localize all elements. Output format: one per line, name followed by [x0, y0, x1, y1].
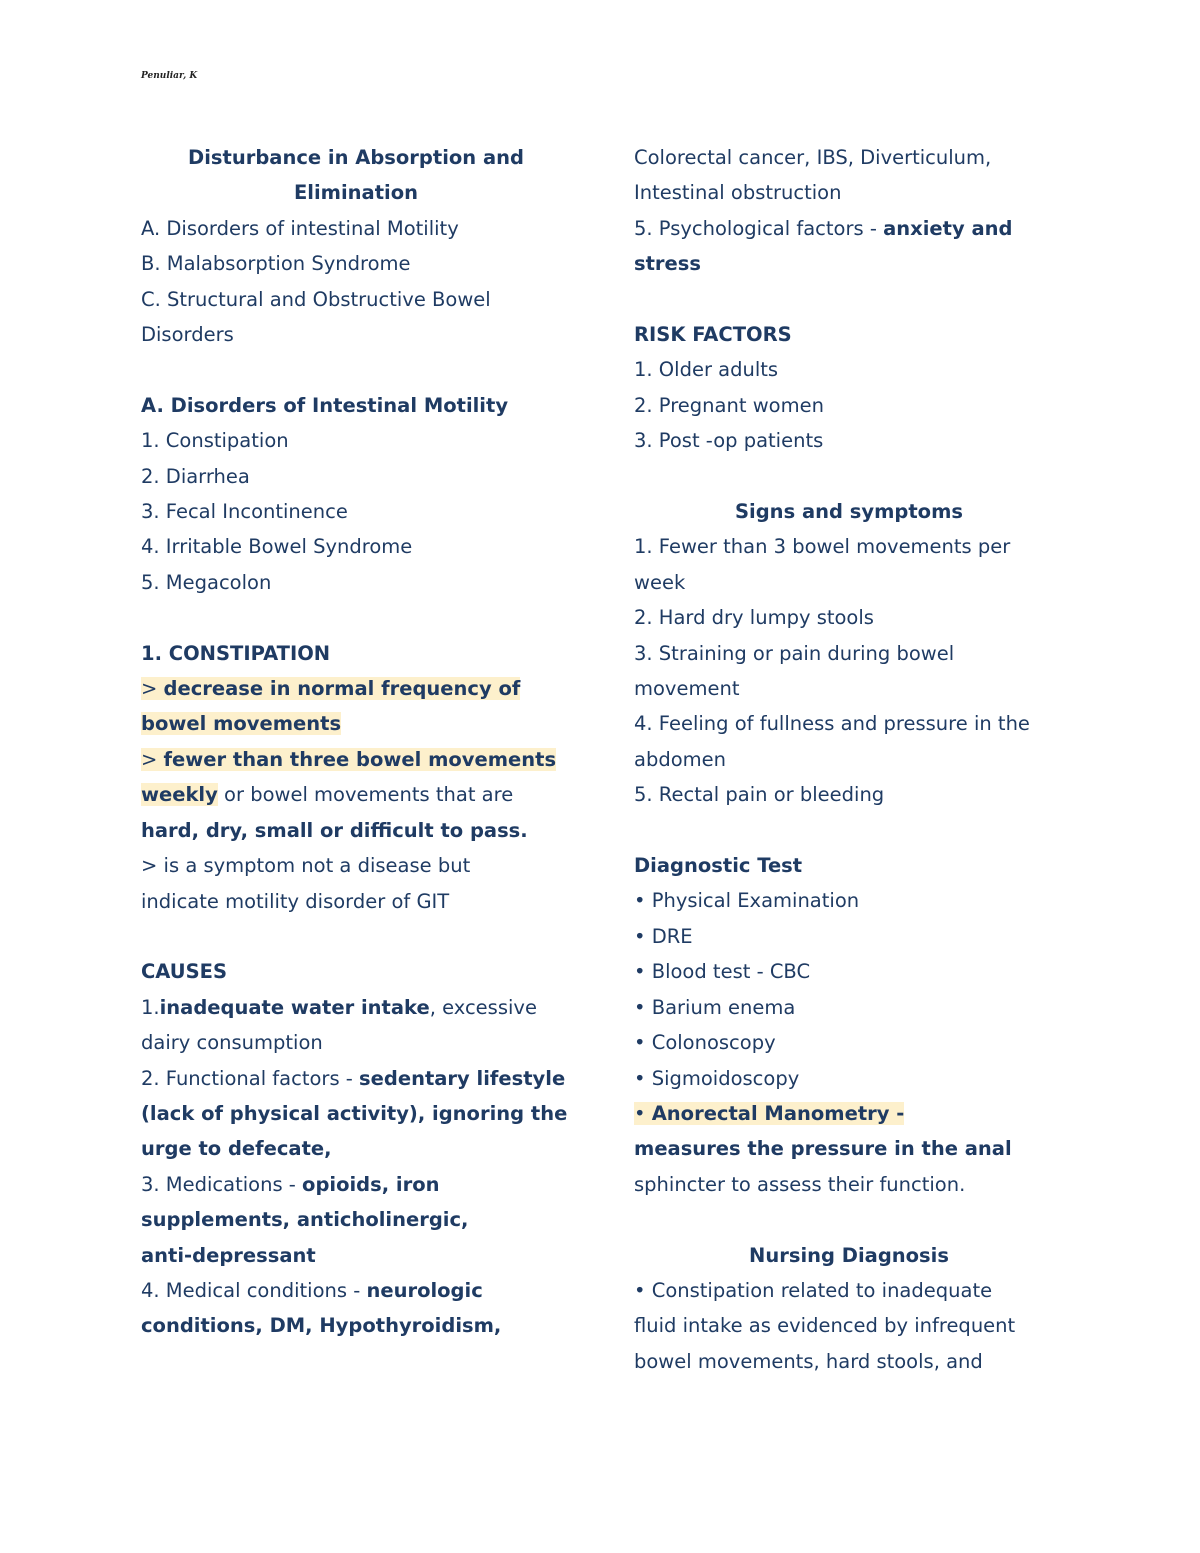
list-item: • Sigmoidoscopy: [634, 1066, 800, 1090]
sign-3-cont: movement: [634, 677, 740, 701]
causes-heading: CAUSES: [141, 960, 228, 984]
constipation-heading: 1. CONSTIPATION: [141, 641, 331, 665]
marker: >: [141, 747, 164, 771]
list-item: 4. Irritable Bowel Syndrome: [141, 535, 413, 559]
right-column: [634, 140, 1064, 1379]
diag-manometry-end: sphincter to assess their function.: [634, 1172, 966, 1196]
cause-3-cont: supplements, anticholinergic,: [141, 1208, 469, 1232]
bold-text: inadequate water intake: [159, 995, 430, 1019]
list-item: • Colonoscopy: [634, 1031, 776, 1055]
page-title-cont: Elimination: [293, 181, 419, 205]
sign-2: 2. Hard dry lumpy stools: [634, 606, 874, 630]
constipation-def-1: [141, 671, 571, 706]
cause-5: [634, 211, 1064, 246]
constipation-def-2-end: hard, dry, small or difficult to pass.: [141, 818, 528, 842]
highlighted-text: decrease in normal frequency of: [163, 677, 521, 701]
sign-5: 5. Rectal pain or bleeding: [634, 783, 885, 807]
cause-1: [141, 990, 571, 1025]
text: 1.: [141, 995, 160, 1019]
cause-3: [141, 1167, 571, 1202]
cause-5-cont: stress: [634, 252, 701, 276]
header-author: Penuliar, K: [141, 71, 198, 81]
section-a-heading: A. Disorders of Intestinal Motility: [141, 393, 509, 417]
cause-2-cont: (lack of physical activity), ignoring the: [141, 1101, 568, 1125]
text: 3. Medications -: [141, 1172, 303, 1196]
list-item: • Blood test - CBC: [634, 960, 811, 984]
sign-1-cont: week: [634, 570, 686, 594]
left-column: [141, 140, 571, 1344]
list-item: 3. Post -op patients: [634, 429, 824, 453]
highlighted-text: fewer than three bowel movements: [163, 747, 557, 771]
cause-4-end: Colorectal cancer, IBS, Diverticulum,: [634, 146, 992, 169]
page-title: Disturbance in Absorption and: [188, 146, 524, 169]
bold-text: opioids, iron: [302, 1172, 440, 1196]
toc-item-c: C. Structural and Obstructive Bowel: [141, 287, 491, 311]
constipation-def-2-cont: [141, 777, 571, 812]
bullet: •: [634, 1101, 652, 1125]
cause-4: [141, 1273, 571, 1308]
list-item: 1. Constipation: [141, 429, 289, 453]
cause-4-cont: conditions, DM, Hypothyroidism,: [141, 1314, 502, 1338]
nursing-line-1: • Constipation related to inadequate: [634, 1278, 993, 1302]
nursing-diagnosis-heading: Nursing Diagnosis: [749, 1243, 949, 1267]
text: 4. Medical conditions -: [141, 1278, 367, 1302]
diag-manometry: [634, 1096, 1064, 1131]
signs-heading: Signs and symptoms: [735, 500, 963, 524]
nursing-line-2: fluid intake as evidenced by infrequent: [634, 1314, 1016, 1338]
list-item: 3. Fecal Incontinence: [141, 500, 348, 524]
list-item: 1. Older adults: [634, 358, 779, 382]
cause-1-cont: dairy consumption: [141, 1031, 323, 1055]
text: 5. Psychological factors -: [634, 216, 884, 240]
constipation-def-3-cont: indicate motility disorder of GIT: [141, 889, 450, 913]
cause-2: [141, 1061, 571, 1096]
cause-4-end-cont: Intestinal obstruction: [634, 181, 842, 205]
bold-text: anxiety and: [883, 216, 1013, 240]
text: 2. Functional factors -: [141, 1066, 360, 1090]
sign-1: 1. Fewer than 3 bowel movements per: [634, 535, 1011, 559]
constipation-def-3: > is a symptom not a disease but: [141, 854, 471, 878]
constipation-def-2: [141, 742, 571, 777]
toc-item-b: B. Malabsorption Syndrome: [141, 252, 411, 276]
cause-3-end: anti-depressant: [141, 1243, 316, 1267]
list-item: • Physical Examination: [634, 889, 860, 913]
nursing-line-3: bowel movements, hard stools, and: [634, 1349, 983, 1373]
highlighted-text: bowel movements: [141, 712, 342, 736]
constipation-def-1-cont: [141, 706, 571, 741]
marker: >: [141, 677, 164, 701]
highlighted-text: Anorectal Manometry -: [651, 1101, 905, 1125]
sign-4-cont: abdomen: [634, 747, 726, 771]
text: or bowel movements that are: [217, 783, 514, 807]
list-item: 5. Megacolon: [141, 570, 272, 594]
list-item: • Barium enema: [634, 995, 796, 1019]
highlighted-text: weekly: [141, 783, 218, 807]
diag-manometry-cont: measures the pressure in the anal: [634, 1137, 1012, 1161]
text: , excessive: [429, 995, 537, 1019]
sign-3: 3. Straining or pain during bowel: [634, 641, 955, 665]
cause-2-end: urge to defecate,: [141, 1137, 332, 1161]
toc-item-a: A. Disorders of intestinal Motility: [141, 216, 459, 240]
list-item: 2. Diarrhea: [141, 464, 250, 488]
bold-text: sedentary lifestyle: [359, 1066, 566, 1090]
risk-factors-heading: RISK FACTORS: [634, 323, 792, 347]
sign-4: 4. Feeling of fullness and pressure in the: [634, 712, 1030, 736]
toc-item-c-cont: Disorders: [141, 323, 234, 347]
diagnostic-heading: Diagnostic Test: [634, 854, 803, 878]
list-item: 2. Pregnant women: [634, 393, 824, 417]
list-item: • DRE: [634, 924, 693, 948]
bold-text: neurologic: [366, 1278, 483, 1302]
